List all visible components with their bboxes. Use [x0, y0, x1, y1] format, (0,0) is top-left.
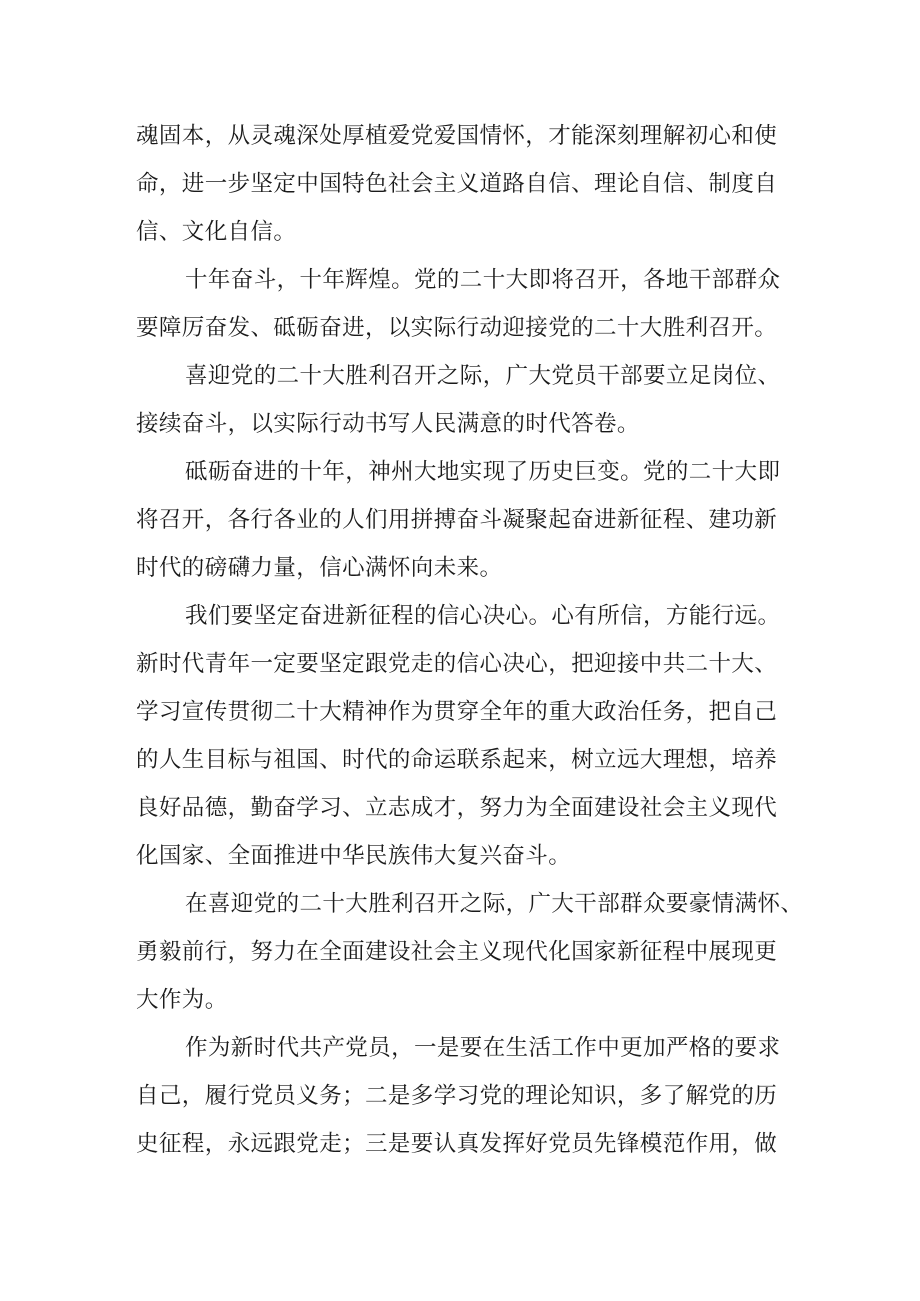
paragraph-3 [136, 352, 796, 448]
text-line: 魂固本，从灵魂深处厚植爱党爱国情怀，才能深刻理解初心和使 [136, 123, 778, 149]
text-line: 良好品德，勤奋学习、立志成才，努力为全面建设社会主义现代 [136, 795, 778, 821]
document-body [136, 112, 804, 1168]
text-line: 喜迎党的二十大胜利召开之际，广大党员干部要立足岗位、 [185, 363, 781, 389]
text-line: 接续奋斗，以实际行动书写人民满意的时代答卷。 [136, 411, 640, 437]
text-line: 史征程，永远跟党走；三是要认真发挥好党员先锋模范作用，做 [136, 1131, 778, 1157]
text-line: 要障厉奋发、砥砺奋进，以实际行动迎接党的二十大胜利召开。 [136, 315, 778, 341]
paragraph-2 [136, 256, 796, 352]
text-line: 化国家、全面推进中华民族伟大复兴奋斗。 [136, 843, 572, 869]
text-line: 信、文化自信。 [136, 219, 297, 245]
text-line: 命，进一步坚定中国特色社会主义道路自信、理论自信、制度自 [136, 171, 778, 197]
paragraph-4 [136, 448, 796, 592]
text-line: 十年奋斗，十年辉煌。党的二十大即将召开，各地干部群众 [185, 267, 781, 293]
text-line: 在喜迎党的二十大胜利召开之际，广大干部群众要豪情满怀、 [185, 891, 804, 917]
text-line: 自己，履行党员义务；二是多学习党的理论知识，多了解党的历 [136, 1083, 778, 1109]
text-line: 将召开，各行各业的人们用拼搏奋斗凝聚起奋进新征程、建功新 [136, 507, 778, 533]
text-line: 大作为。 [136, 987, 228, 1013]
paragraph-6 [136, 880, 804, 1024]
text-line: 我们要坚定奋进新征程的信心决心。心有所信，方能行远。 [185, 603, 781, 629]
text-line: 学习宣传贯彻二十大精神作为贯穿全年的重大政治任务，把自己 [136, 699, 778, 725]
text-line: 时代的磅礴力量，信心满怀向未来。 [136, 555, 503, 581]
text-line: 的人生目标与祖国、时代的命运联系起来，树立远大理想，培养 [136, 747, 778, 773]
text-line: 勇毅前行，努力在全面建设社会主义现代化国家新征程中展现更 [136, 939, 778, 965]
text-line: 砥砺奋进的十年，神州大地实现了历史巨变。党的二十大即 [185, 459, 781, 485]
paragraph-5 [136, 592, 796, 880]
text-line: 作为新时代共产党员，一是要在生活工作中更加严格的要求 [185, 1035, 781, 1061]
paragraph-7 [136, 1024, 796, 1168]
paragraph-1 [136, 112, 796, 256]
text-line: 新时代青年一定要坚定跟党走的信心决心，把迎接中共二十大、 [136, 651, 778, 677]
